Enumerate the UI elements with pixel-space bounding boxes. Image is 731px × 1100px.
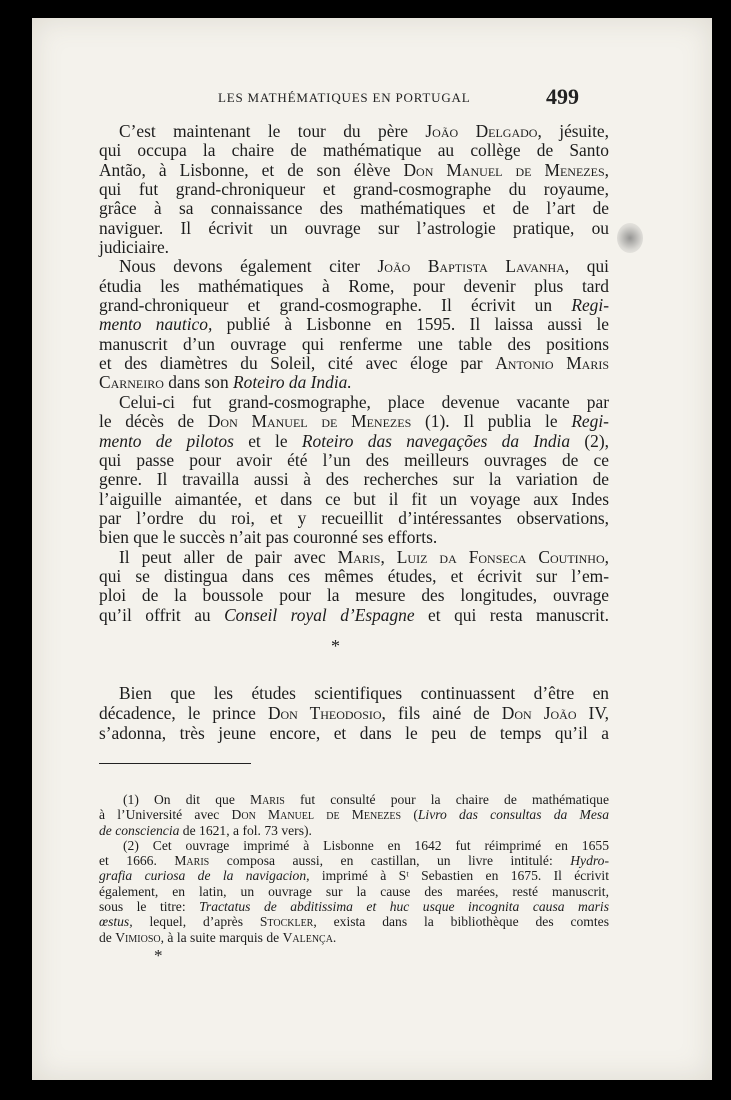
small-caps-name: Maris, Luiz da Fonseca Coutinho,: [337, 546, 609, 567]
italic-title: Roteiro da India.: [233, 372, 352, 393]
text-line: judiciaire.: [99, 237, 170, 258]
text-line: Antão, à Lisbonne, et de son élève Don Manuel de Menezes,: [99, 159, 609, 180]
text-line: le décès de Don Manuel de Menezes (1). Il publia le Regi-: [99, 411, 609, 432]
footnote-rule: [99, 763, 251, 764]
text-line: mento de pilotos et le Roteiro das navegações da India (2),: [99, 430, 609, 451]
footnote-line: œstus, lequel, d’après Stockler, exista dans la bibliothèque des comtes: [99, 914, 609, 930]
text-line: Nous devons également citer João Baptista Lavanha, qui: [119, 256, 609, 277]
small-caps-name: Vimioso,: [115, 929, 165, 945]
footnote-line: de consciencia de 1621, a fol. 73 vers).: [99, 822, 312, 838]
italic-title: Hydro-: [570, 853, 609, 869]
italic-title: œstus,: [99, 914, 133, 930]
footnote-line: de Vimioso, à la suite marquis de Valença.: [99, 929, 337, 945]
footnote-line: également, en latin, un ouvrage sur la cause des marées, resté manuscrit,: [99, 883, 609, 899]
text-line: qui occupa la chaire de mathématique au collège de Santo: [99, 140, 609, 161]
text-line: qui fut grand-chroniqueur et grand-cosmographe du royaume,: [99, 179, 609, 200]
small-caps-name: Don Manuel de Menezes: [231, 807, 402, 823]
italic-title: Livro das consultas da Mesa: [417, 807, 609, 823]
text-line: Bien que les études scientifiques continuassent d’être en: [119, 683, 609, 703]
text-line: ploi de la boussole pour la mesure des longitudes, ouvrage: [99, 585, 609, 606]
text-line: Carneiro dans son Roteiro da India.: [99, 372, 352, 393]
text-line: par l’ordre du roi, et y recueillit d’intéressantes observations,: [99, 507, 609, 528]
footnote-line: grafia curiosa de la navigacion, imprimé à Sᵗ Sebastien en 1675. Il écrivit: [99, 868, 609, 884]
italic-title: de consciencia: [99, 822, 180, 838]
page-number: 499: [546, 84, 579, 109]
text-line: naviguer. Il écrivit un ouvrage sur l’astrologie pratique, ou: [99, 217, 609, 238]
text-line: qu’il offrit au Conseil royal d’Espagne et qui resta manuscrit.: [99, 604, 609, 625]
small-caps-name: Carneiro: [99, 372, 164, 393]
small-caps-name: João Delgado,: [425, 121, 542, 141]
small-caps-name: Maris: [250, 792, 285, 807]
footnotes: [99, 792, 609, 945]
text-line: et des diamètres du Soleil, cité avec éloge par Antonio Maris: [99, 353, 609, 374]
small-caps-name: Don Manuel de Menezes: [207, 411, 412, 432]
text-line: qui se distingua dans ces mêmes études, et écrivit sur l’em-: [99, 565, 609, 586]
small-caps-name: Don Theodosio,: [267, 703, 386, 723]
book-page: [32, 18, 712, 1080]
text-line: décadence, le prince Don Theodosio, fils ainé de Don João IV,: [99, 703, 610, 723]
footnote-line: à l’Université avec Don Manuel de Menezes (Livro das consultas da Mesa: [99, 807, 609, 823]
running-header: LES MATHÉMATIQUES EN PORTUGAL: [218, 90, 471, 105]
italic-title: mento nautico,: [99, 314, 213, 335]
text-line: s’adonna, très jeune encore, et dans le peu de temps qu’il a: [99, 723, 609, 743]
text-line: Celui-ci fut grand-cosmographe, place devenue vacante par: [119, 391, 609, 412]
italic-title: Tractatus de abditissima et huc usque incognita causa maris: [199, 899, 609, 915]
italic-title: grafia curiosa de la navigacion,: [99, 868, 310, 884]
small-caps-name: Maris: [174, 853, 210, 869]
footnote-line: (1) On dit que Maris fut consulté pour la chaire de mathématique: [123, 792, 609, 807]
text-line: genre. Il travailla aussi à des recherches sur la variation de: [99, 469, 609, 490]
end-asterisk: *: [154, 946, 163, 965]
italic-title: mento de pilotos: [99, 430, 234, 451]
italic-title: Regi-: [571, 411, 609, 432]
footnote-line: (2) Cet ouvrage imprimé à Lisbonne en 1642 fut réimprimé en 1655: [123, 837, 609, 853]
italic-title: Roteiro das navegações da India: [301, 430, 571, 451]
small-caps-name: Don João IV,: [501, 703, 610, 723]
italic-title: Conseil royal d’Espagne: [224, 604, 415, 625]
section-separator: *: [331, 636, 340, 656]
italic-title: Regi-: [571, 295, 609, 316]
text-line: mento nautico, publié à Lisbonne en 1595. Il laissa aussi le: [99, 314, 609, 335]
small-caps-name: Antonio Maris: [495, 353, 609, 374]
main-text-continued: [99, 683, 609, 743]
footnote-line: et 1666. Maris composa aussi, en castillan, un livre intitulé: Hydro-: [99, 853, 609, 869]
main-text: [99, 122, 609, 625]
text-line: Il peut aller de pair avec Maris, Luiz da Fonseca Coutinho,: [119, 546, 609, 567]
text-line: bien que le succès n’ait pas couronné ses efforts.: [99, 527, 438, 548]
small-caps-name: João Baptista Lavanha,: [377, 256, 570, 277]
small-caps-name: Stockler,: [259, 914, 317, 930]
text-line: qui passe pour avoir été l’un des meilleurs ouvrages de ce: [99, 449, 609, 470]
text-line: manuscrit d’un ouvrage qui renferme une table des positions: [99, 333, 609, 354]
text-line: grand-chroniqueur et grand-cosmographe. Il écrivit un Regi-: [99, 295, 609, 316]
footnote-line: sous le titre: Tractatus de abditissima et huc usque incognita causa maris: [99, 899, 609, 915]
small-caps-name: Don Manuel de Menezes,: [403, 159, 609, 180]
text-line: C’est maintenant le tour du père João Delgado, jésuite,: [119, 121, 609, 141]
ink-smudge: [617, 223, 643, 253]
small-caps-name: Valença.: [282, 929, 337, 945]
text-line: grâce à sa connaissance des mathématiques et de l’art de: [99, 198, 609, 219]
text-line: étudia les mathématiques à Rome, pour devenir plus tard: [99, 275, 609, 296]
text-line: l’aiguille aimantée, et dans ce but il fit un voyage aux Indes: [99, 488, 609, 509]
